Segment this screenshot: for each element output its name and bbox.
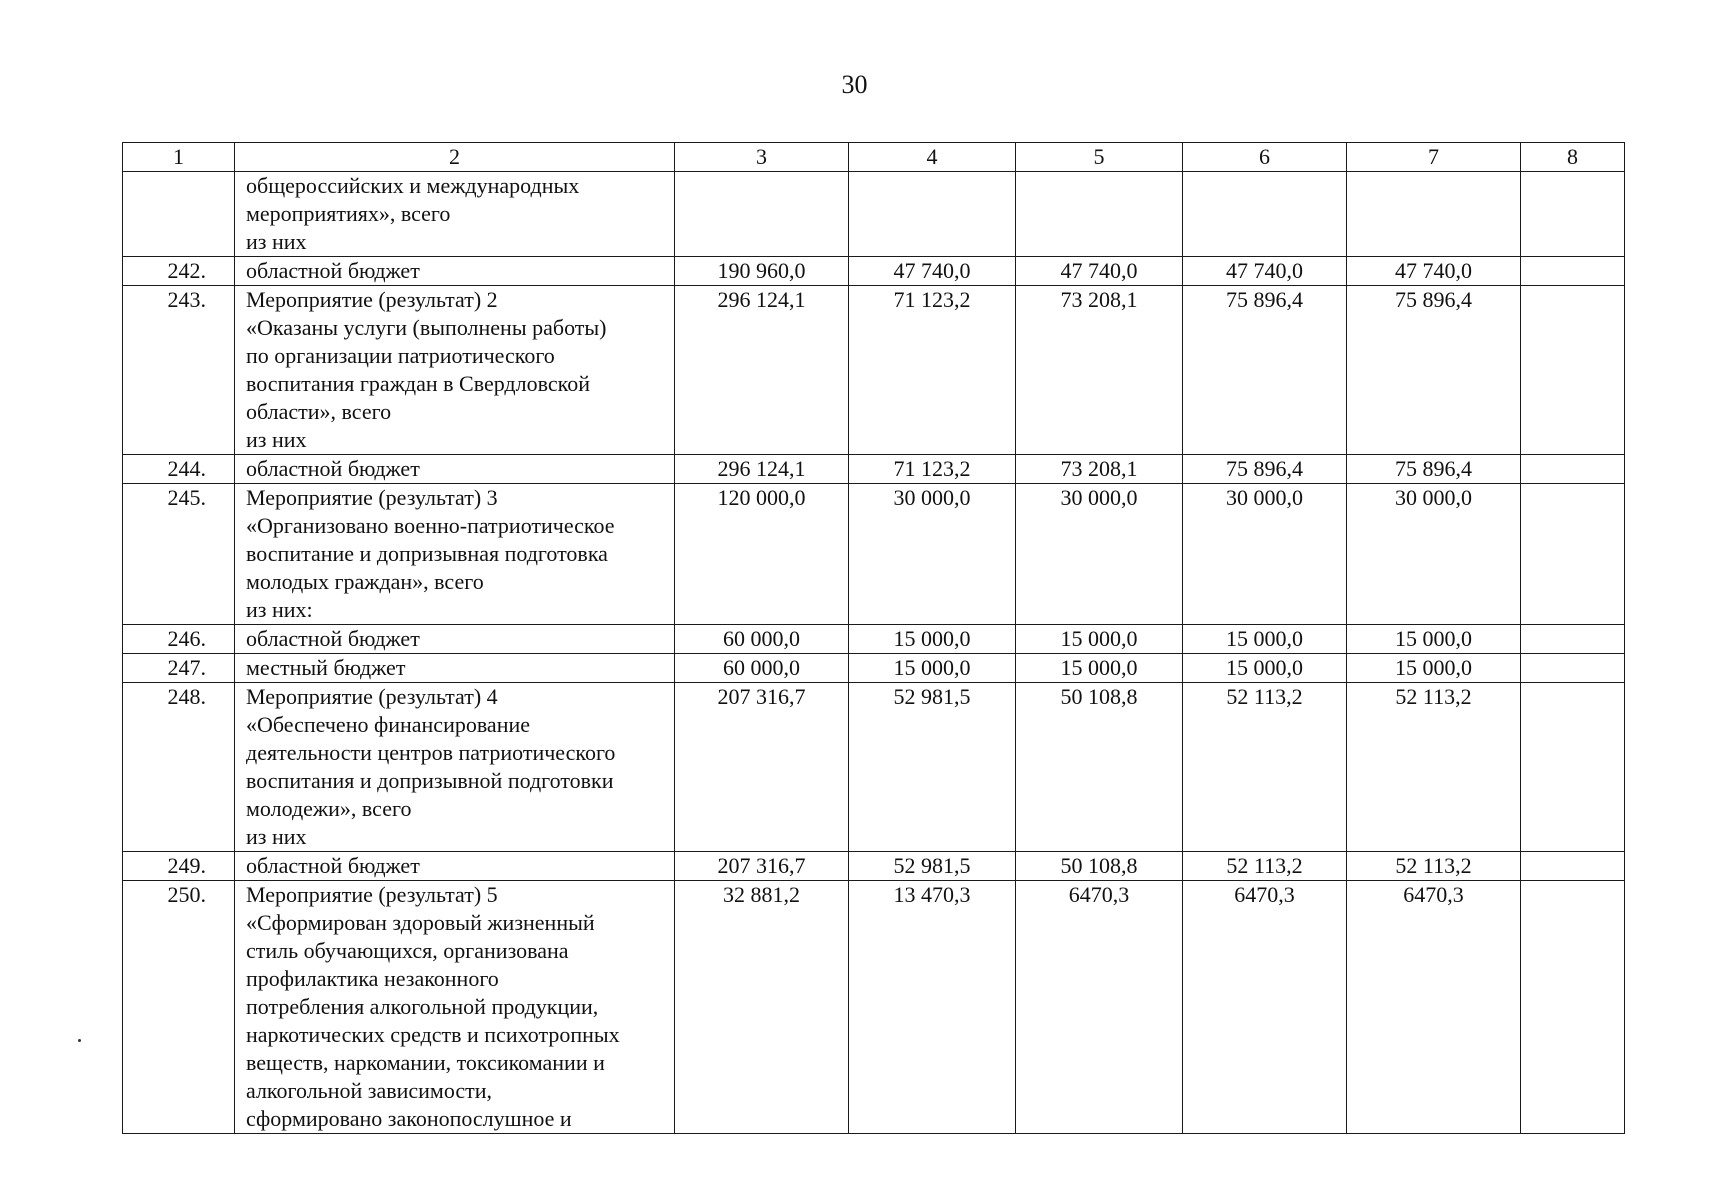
- description-line: из них: [246, 229, 307, 254]
- value-cell-col-6: 52 113,2: [1183, 852, 1347, 881]
- row-description: [235, 881, 675, 1134]
- value-cell-col-4: 13 470,3: [849, 881, 1016, 1134]
- description-line: областной бюджет: [246, 456, 420, 481]
- value-cell-col-7: 15 000,0: [1347, 654, 1521, 683]
- description-line: Мероприятие (результат) 2: [246, 287, 498, 312]
- table-row: [123, 881, 1625, 1134]
- value-cell-col-8: [1521, 172, 1625, 257]
- description-line: областной бюджет: [246, 258, 420, 283]
- value-cell-col-7: 6470,3: [1347, 881, 1521, 1134]
- value-cell-col-8: [1521, 852, 1625, 881]
- value-cell-col-3: 190 960,0: [675, 257, 849, 286]
- value-cell-col-3: 60 000,0: [675, 654, 849, 683]
- value-cell-col-6: 6470,3: [1183, 881, 1347, 1134]
- table-row: [123, 484, 1625, 625]
- description-line: мероприятиях», всего: [246, 201, 451, 226]
- description-line: профилактика незаконного: [246, 966, 499, 991]
- table-body: [123, 143, 1625, 1134]
- value-cell-col-4: 47 740,0: [849, 257, 1016, 286]
- header-cell-7: 7: [1347, 143, 1521, 172]
- row-description: [235, 625, 675, 654]
- value-cell-col-6: 30 000,0: [1183, 484, 1347, 625]
- value-cell-col-3: 60 000,0: [675, 625, 849, 654]
- value-cell-col-7: 52 113,2: [1347, 852, 1521, 881]
- description-line: веществ, наркомании, токсикомании и: [246, 1050, 605, 1075]
- row-description: [235, 172, 675, 257]
- value-cell-col-5: [1016, 172, 1183, 257]
- description-line: стиль обучающихся, организована: [246, 938, 569, 963]
- value-cell-col-6: 15 000,0: [1183, 625, 1347, 654]
- description-line: молодых граждан», всего: [246, 569, 484, 594]
- description-line: области», всего: [246, 399, 392, 424]
- header-cell-2: 2: [235, 143, 675, 172]
- table-row: [123, 625, 1625, 654]
- header-row: [123, 143, 1625, 172]
- row-description: [235, 683, 675, 852]
- value-cell-col-8: [1521, 484, 1625, 625]
- row-description: [235, 852, 675, 881]
- value-cell-col-7: 75 896,4: [1347, 455, 1521, 484]
- value-cell-col-7: 15 000,0: [1347, 625, 1521, 654]
- budget-table: [122, 142, 1625, 1134]
- row-number: 244.: [123, 455, 235, 484]
- row-description: [235, 654, 675, 683]
- description-line: деятельности центров патриотического: [246, 740, 616, 765]
- row-number: 242.: [123, 257, 235, 286]
- description-line: наркотических средств и психотропных: [246, 1022, 620, 1047]
- row-number: 247.: [123, 654, 235, 683]
- description-line: общероссийских и международных: [246, 173, 580, 198]
- table-row: [123, 852, 1625, 881]
- description-line: из них: [246, 824, 307, 849]
- value-cell-col-8: [1521, 455, 1625, 484]
- value-cell-col-4: [849, 172, 1016, 257]
- row-number: 250.: [123, 881, 235, 1134]
- row-number: 243.: [123, 286, 235, 455]
- header-cell-3: 3: [675, 143, 849, 172]
- row-description: [235, 455, 675, 484]
- value-cell-col-5: 50 108,8: [1016, 852, 1183, 881]
- value-cell-col-8: [1521, 654, 1625, 683]
- description-line: «Сформирован здоровый жизненный: [246, 910, 595, 935]
- value-cell-col-7: 52 113,2: [1347, 683, 1521, 852]
- value-cell-col-4: 30 000,0: [849, 484, 1016, 625]
- description-line: воспитание и допризывная подготовка: [246, 541, 608, 566]
- row-number: 245.: [123, 484, 235, 625]
- row-description: [235, 484, 675, 625]
- value-cell-col-3: 32 881,2: [675, 881, 849, 1134]
- value-cell-col-5: 30 000,0: [1016, 484, 1183, 625]
- value-cell-col-8: [1521, 625, 1625, 654]
- value-cell-col-4: 15 000,0: [849, 654, 1016, 683]
- row-description: [235, 257, 675, 286]
- value-cell-col-6: 75 896,4: [1183, 455, 1347, 484]
- description-line: Мероприятие (результат) 3: [246, 485, 498, 510]
- value-cell-col-3: 296 124,1: [675, 455, 849, 484]
- value-cell-col-8: [1521, 286, 1625, 455]
- value-cell-col-5: 15 000,0: [1016, 625, 1183, 654]
- description-line: по организации патриотического: [246, 343, 555, 368]
- value-cell-col-6: 47 740,0: [1183, 257, 1347, 286]
- value-cell-col-6: [1183, 172, 1347, 257]
- value-cell-col-5: 6470,3: [1016, 881, 1183, 1134]
- description-line: «Оказаны услуги (выполнены работы): [246, 315, 607, 340]
- value-cell-col-8: [1521, 683, 1625, 852]
- table-row: [123, 286, 1625, 455]
- row-number: 246.: [123, 625, 235, 654]
- value-cell-col-7: 75 896,4: [1347, 286, 1521, 455]
- description-line: Мероприятие (результат) 4: [246, 684, 498, 709]
- value-cell-col-7: 30 000,0: [1347, 484, 1521, 625]
- value-cell-col-6: 52 113,2: [1183, 683, 1347, 852]
- header-cell-1: 1: [123, 143, 235, 172]
- scan-speck: [78, 1039, 81, 1042]
- header-cell-4: 4: [849, 143, 1016, 172]
- description-line: «Организовано военно-патриотическое: [246, 513, 615, 538]
- table-row: [123, 257, 1625, 286]
- row-description: [235, 286, 675, 455]
- value-cell-col-3: [675, 172, 849, 257]
- description-line: местный бюджет: [246, 655, 406, 680]
- header-cell-5: 5: [1016, 143, 1183, 172]
- header-cell-8: 8: [1521, 143, 1625, 172]
- description-line: областной бюджет: [246, 853, 420, 878]
- row-number: [123, 172, 235, 257]
- description-line: воспитания и допризывной подготовки: [246, 768, 614, 793]
- value-cell-col-3: 296 124,1: [675, 286, 849, 455]
- value-cell-col-4: 52 981,5: [849, 852, 1016, 881]
- value-cell-col-4: 52 981,5: [849, 683, 1016, 852]
- description-line: «Обеспечено финансирование: [246, 712, 531, 737]
- value-cell-col-8: [1521, 257, 1625, 286]
- description-line: потребления алкогольной продукции,: [246, 994, 599, 1019]
- row-number: 249.: [123, 852, 235, 881]
- table-row: [123, 172, 1625, 257]
- value-cell-col-5: 50 108,8: [1016, 683, 1183, 852]
- value-cell-col-3: 207 316,7: [675, 683, 849, 852]
- value-cell-col-4: 71 123,2: [849, 455, 1016, 484]
- description-line: сформировано законопослушное и: [246, 1106, 572, 1131]
- value-cell-col-7: 47 740,0: [1347, 257, 1521, 286]
- table-row: [123, 683, 1625, 852]
- description-line: областной бюджет: [246, 626, 420, 651]
- description-line: из них:: [246, 597, 313, 622]
- table-row: [123, 455, 1625, 484]
- value-cell-col-4: 15 000,0: [849, 625, 1016, 654]
- value-cell-col-5: 47 740,0: [1016, 257, 1183, 286]
- description-line: Мероприятие (результат) 5: [246, 882, 498, 907]
- page-number: 30: [841, 70, 868, 99]
- description-line: алкогольной зависимости,: [246, 1078, 493, 1103]
- value-cell-col-5: 15 000,0: [1016, 654, 1183, 683]
- description-line: воспитания граждан в Свердловской: [246, 371, 590, 396]
- row-number: 248.: [123, 683, 235, 852]
- value-cell-col-4: 71 123,2: [849, 286, 1016, 455]
- value-cell-col-5: 73 208,1: [1016, 286, 1183, 455]
- value-cell-col-8: [1521, 881, 1625, 1134]
- table-row: [123, 654, 1625, 683]
- value-cell-col-6: 15 000,0: [1183, 654, 1347, 683]
- header-cell-6: 6: [1183, 143, 1347, 172]
- description-line: молодежи», всего: [246, 796, 412, 821]
- description-line: из них: [246, 427, 307, 452]
- value-cell-col-5: 73 208,1: [1016, 455, 1183, 484]
- value-cell-col-3: 207 316,7: [675, 852, 849, 881]
- value-cell-col-7: [1347, 172, 1521, 257]
- value-cell-col-6: 75 896,4: [1183, 286, 1347, 455]
- value-cell-col-3: 120 000,0: [675, 484, 849, 625]
